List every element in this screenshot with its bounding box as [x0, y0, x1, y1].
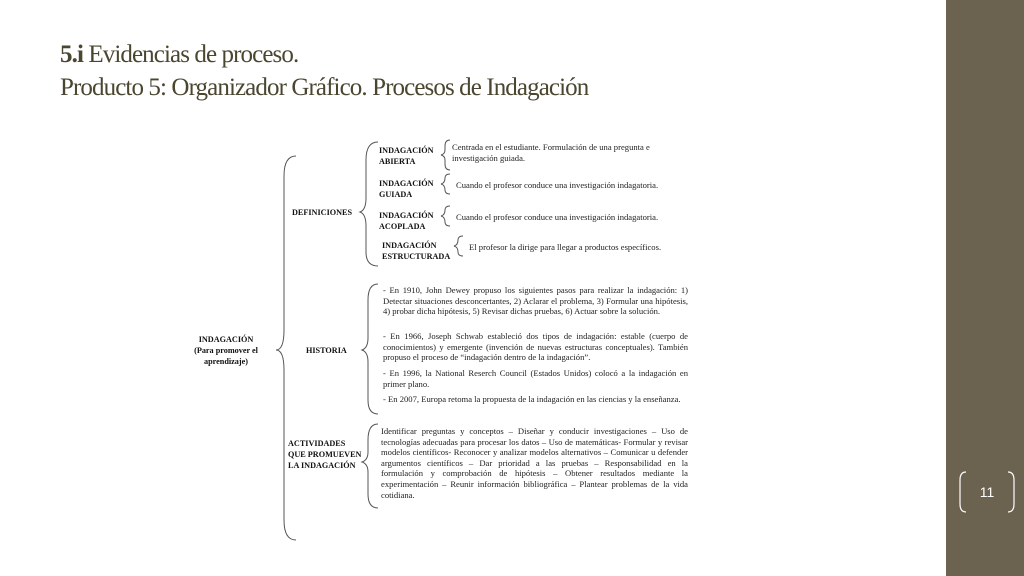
- definition-term-2: INDAGACIÓN GUIADA: [379, 179, 434, 199]
- page-number-box: [958, 470, 1016, 514]
- definition-term-1: INDAGACIÓN ABIERTA: [379, 146, 434, 166]
- historia-item-3: - En 1996, la National Reserch Council (Estados Unidos) colocó a la indagación en primer plano.: [383, 368, 688, 389]
- root-label: INDAGACIÓN: [198, 335, 254, 344]
- historia-label: HISTORIA: [306, 346, 347, 355]
- root-sub1: (Para promover el: [194, 346, 258, 355]
- page-number: 11: [979, 484, 995, 500]
- definition-term-4: INDAGACIÓN ESTRUCTURADA: [382, 241, 451, 261]
- title-rest: Evidencias de proceso.: [83, 41, 299, 68]
- root-sub2: aprendizaje): [204, 357, 248, 366]
- title-bold-part: 5.i: [60, 41, 83, 68]
- historia-item-2: - En 1966, Joseph Schwab estableció dos tipos de indagación: estable (cuerpo de conocimientos) y emergente (invención de nuevas estructuras conceptuales). También propuso el proceso de “indagación dentro de la indagación”.: [383, 331, 688, 363]
- actividades-label: ACTIVIDADES QUE PROMUEVEN LA INDAGACIÓN: [288, 439, 362, 470]
- root-node: [176, 334, 276, 367]
- historia-brace: [362, 284, 378, 414]
- definition-desc-3: Cuando el profesor conduce una investigación indagatoria.: [456, 212, 659, 222]
- definition-desc-2: Cuando el profesor conduce una investigación indagatoria.: [456, 180, 659, 190]
- definition-desc-1: Centrada en el estudiante. Formulación de una pregunta e investigación guiada.: [452, 142, 650, 163]
- historia-item-1: - En 1910, John Dewey propuso los siguientes pasos para realizar la indagación: 1) Detectar situaciones desconcertantes, 2) Aclarar el problema, 3) Formular una hipótesis, 4) probar dicha hipótesis, 5) Revisar dichas pruebas, 6) Actuar sobre la solución.: [383, 285, 688, 317]
- definition-desc-4: El profesor la dirige para llegar a productos específicos.: [469, 242, 662, 252]
- definiciones-brace: [360, 142, 378, 266]
- definition-term-3: INDAGACIÓN ACOPLADA: [379, 211, 434, 231]
- historia-item-4: - En 2007, Europa retoma la propuesta de la indagación en las ciencias y la enseñanza.: [383, 394, 681, 404]
- actividades-brace: [362, 424, 378, 508]
- title-line2: Producto 5: Organizador Gráfico. Procesos de Indagación: [60, 74, 589, 101]
- actividades-text: Identificar preguntas y conceptos – Diseñar y conducir investigaciones – Uso de tecnologías adecuadas para procesar los datos – Uso de matemáticas- Formular y revisar modelos científicos- Reconocer y analizar modelos alternativos – Comunicar u defender argumentos científicos – Dar prioridad a las pruebas – Responsabilidad en la formulación y comprobación de hipótesis – Obtener resultados mediante la experimentación – Reunir información bibliográfica – Plantear problemas de la vida cotidiana.: [381, 426, 688, 500]
- definiciones-label: DEFINICIONES: [292, 208, 353, 217]
